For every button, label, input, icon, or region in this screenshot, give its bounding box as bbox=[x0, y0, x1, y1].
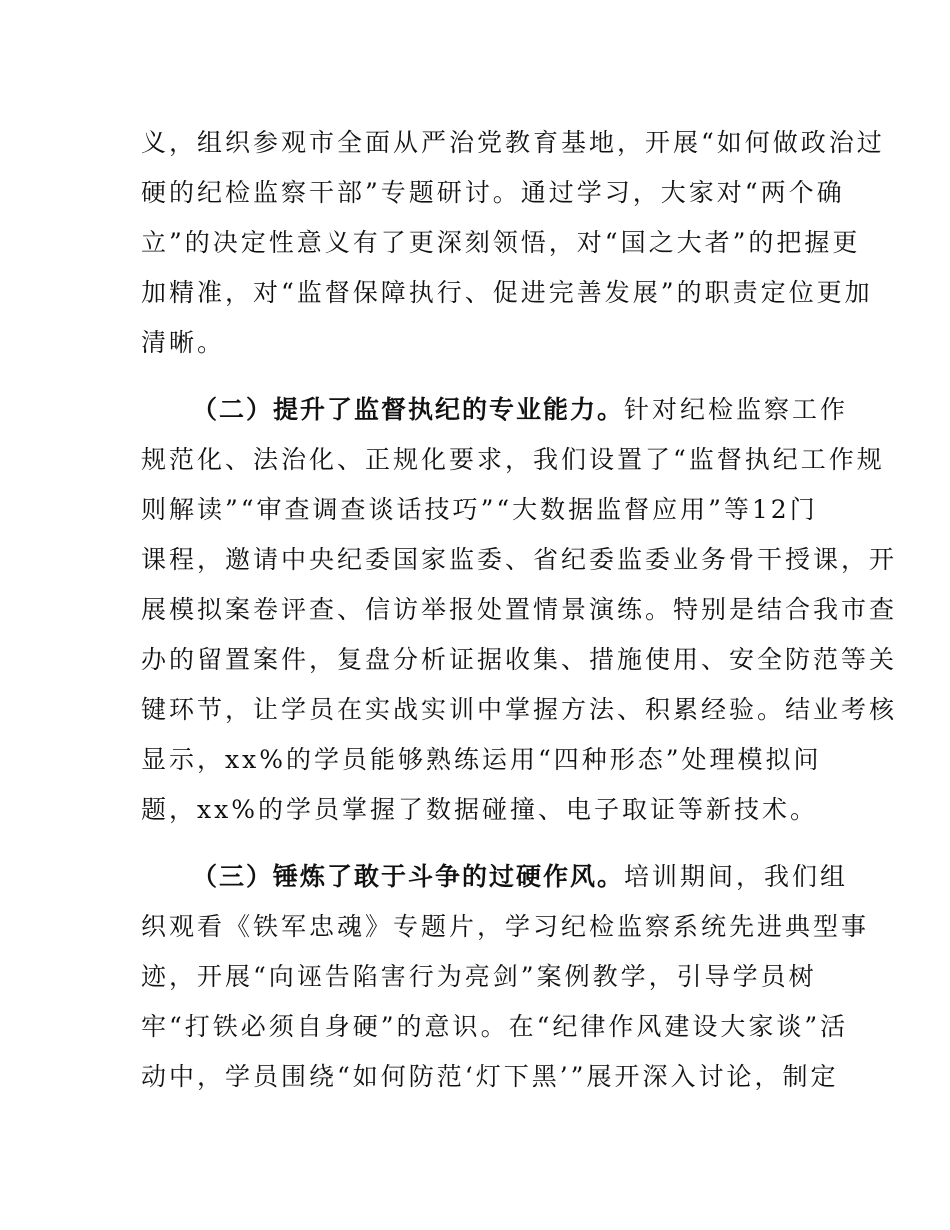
paragraph-2-line-3: 则解读”“审查调查谈话技巧”“大数据监督应用”等12门 bbox=[141, 495, 818, 524]
paragraph-1-line-5: 清晰。 bbox=[141, 328, 226, 357]
paragraph-1-line-1: 义，组织参观市全面从严治党教育基地，开展“如何做政治过 bbox=[141, 128, 885, 157]
section-heading-3: （三）锤炼了敢于斗争的过硬作风。 bbox=[192, 862, 625, 891]
paragraph-3-line-3: 迹，开展“向诬告陷害行为亮剑”案例教学，引导学员树 bbox=[141, 962, 817, 991]
paragraph-2-line-6: 办的留置案件，复盘分析证据收集、措施使用、安全防范等关 bbox=[141, 645, 898, 674]
section-heading-2: （二）提升了监督执纪的专业能力。 bbox=[192, 395, 625, 424]
paragraph-2-first-line bbox=[192, 390, 872, 430]
paragraph-3-line-4: 牢“打铁必须自身硬”的意识。在“纪律作风建设大家谈”活 bbox=[141, 1012, 849, 1041]
paragraph-2-first-line-text: 针对纪检监察工作 bbox=[624, 395, 849, 424]
paragraph-2-line-7: 键环节，让学员在实战实训中掌握方法、积累经验。结业考核 bbox=[141, 695, 898, 724]
paragraph-1-line-2: 硬的纪检监察干部”专题研讨。通过学习，大家对“两个确 bbox=[141, 178, 845, 207]
paragraph-3-first-line-text: 培训期间，我们组 bbox=[624, 862, 849, 891]
paragraph-1-line-4: 加精准，对“监督保障执行、促进完善发展”的职责定位更加 bbox=[141, 278, 873, 307]
paragraph-2-line-2: 规范化、法治化、正规化要求，我们设置了“监督执纪工作规 bbox=[141, 445, 885, 474]
paragraph-2-line-4: 课程，邀请中央纪委国家监委、省纪委监委业务骨干授课，开 bbox=[141, 545, 898, 574]
paragraph-3-line-5: 动中，学员围绕“如何防范‘灯下黑’”展开深入讨论，制定 bbox=[141, 1062, 839, 1091]
paragraph-2-line-8: 显示，xx%的学员能够熟练运用“四种形态”处理模拟问 bbox=[141, 745, 822, 774]
paragraph-2-line-5: 展模拟案卷评查、信访举报处置情景演练。特别是结合我市查 bbox=[141, 595, 898, 624]
paragraph-3-first-line bbox=[192, 857, 872, 897]
paragraph-3-line-2: 织观看《铁军忠魂》专题片，学习纪检监察系统先进典型事 bbox=[141, 912, 870, 941]
paragraph-1-line-3: 立”的决定性意义有了更深刻领悟，对“国之大者”的把握更 bbox=[141, 228, 861, 257]
paragraph-2-line-9: 题，xx%的学员掌握了数据碰撞、电子取证等新技术。 bbox=[141, 795, 818, 824]
